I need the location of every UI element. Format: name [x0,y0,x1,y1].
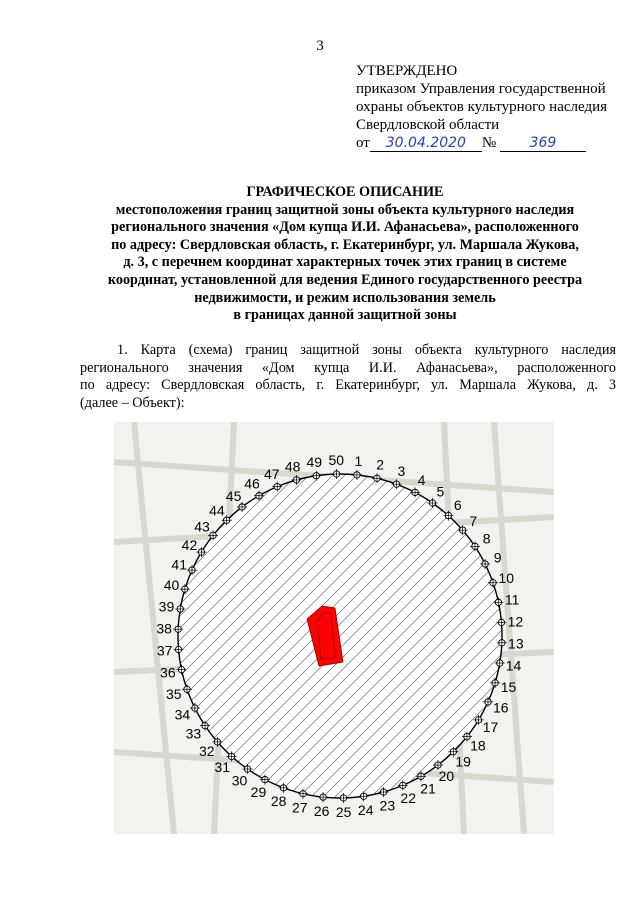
boundary-point-label: 14 [505,657,522,674]
handwritten-order-number: 369 [500,135,586,152]
boundary-point-label: 12 [507,613,524,630]
title-line: недвижимости, и режим использования земель [194,289,496,306]
boundary-point-label: 50 [328,452,345,469]
paragraph-line: по адресу: Свердловская область, г. Екатеринбург, ул. Маршала Жукова, д. 3 [80,377,616,394]
boundary-point-label: 6 [453,497,462,514]
boundary-point-label: 10 [498,570,514,587]
boundary-point-label: 44 [209,502,225,519]
boundary-point-label: 5 [436,483,445,500]
boundary-point-label: 45 [225,487,242,504]
boundary-point-label: 23 [379,797,396,814]
boundary-point-label: 37 [156,642,173,659]
boundary-point-label: 7 [469,512,478,529]
boundary-point-label: 36 [160,664,176,681]
boundary-point-label: 39 [158,598,175,615]
boundary-point-label: 19 [455,753,471,770]
approval-block [356,62,607,152]
boundary-point-label: 40 [163,577,180,594]
protection-zone-map [114,422,554,834]
boundary-point-label: 9 [493,549,502,566]
paragraph-line: регионального значения «Дом купца И.И. Афанасьева», расположенного [80,359,616,376]
boundary-point-label: 42 [181,536,198,553]
boundary-point-label: 48 [284,458,301,475]
boundary-point-label: 28 [270,792,287,809]
boundary-point-label: 24 [357,802,374,819]
page-number: 3 [316,38,324,54]
boundary-point-label: 34 [174,706,191,723]
boundary-point-label: 35 [166,685,182,702]
title-line: д. 3, с перечнем координат характерных точек этих границ в системе [123,254,567,271]
approval-line-3: Свердловской области [356,117,500,133]
date-prefix: от [356,135,370,151]
boundary-point-label: 47 [264,465,280,482]
title-line: ГРАФИЧЕСКОЕ ОПИСАНИЕ [246,184,444,200]
boundary-point-label: 43 [194,518,210,535]
boundary-point-label: 17 [482,719,499,736]
boundary-point-label: 21 [420,780,436,797]
boundary-point-label: 25 [335,803,352,820]
boundary-point-label: 3 [397,463,406,480]
boundary-point-label: 15 [500,678,517,695]
boundary-point-label: 22 [400,790,416,807]
boundary-point-label: 1 [354,452,363,469]
document-title [30,184,640,325]
boundary-point-label: 4 [417,472,426,489]
boundary-point-label: 49 [306,453,323,470]
boundary-point-label: 13 [508,635,524,652]
boundary-point-label: 8 [482,530,491,547]
approval-date-row [356,134,607,152]
boundary-point-label: 46 [244,475,260,492]
boundary-point-label: 30 [231,772,248,789]
approval-line-2: охраны объектов культурного наследия [356,99,608,115]
boundary-point-label: 27 [292,799,308,816]
boundary-point-label: 26 [313,803,330,820]
boundary-point-label: 20 [438,768,455,785]
boundary-point-label: 2 [376,456,385,473]
boundary-point-label: 29 [250,783,267,800]
boundary-point-label: 38 [156,620,172,637]
paragraph-line: (далее – Объект): [80,394,185,411]
boundary-point-label: 11 [504,591,520,608]
title-line: в границах данной защитной зоны [233,307,457,324]
title-line: по адресу: Свердловская область, г. Екатеринбург, ул. Маршала Жукова, [111,236,579,253]
boundary-point-label: 41 [171,556,188,573]
handwritten-date: 30.04.2020 [370,135,482,152]
boundary-point-label: 31 [214,758,231,775]
title-line: местоположения границ защитной зоны объекта культурного наследия [115,201,575,218]
boundary-point-label: 33 [185,725,202,742]
boundary-point-label: 16 [492,699,509,716]
approval-heading: УТВЕРЖДЕНО [356,63,458,79]
number-prefix: № [481,135,497,151]
map-description-paragraph [80,342,616,412]
approval-line-1: приказом Управления государственной [356,81,606,97]
paragraph-line: 1. Карта (схема) границ защитной зоны объекта культурного наследия [117,342,616,358]
boundary-point-label: 32 [198,743,215,760]
boundary-point-label: 18 [470,737,486,754]
title-line: регионального значения «Дом купца И.И. Афанасьева», расположенного [111,219,579,236]
title-line: координат, установленной для ведения Единого государственного реестра [107,271,583,288]
